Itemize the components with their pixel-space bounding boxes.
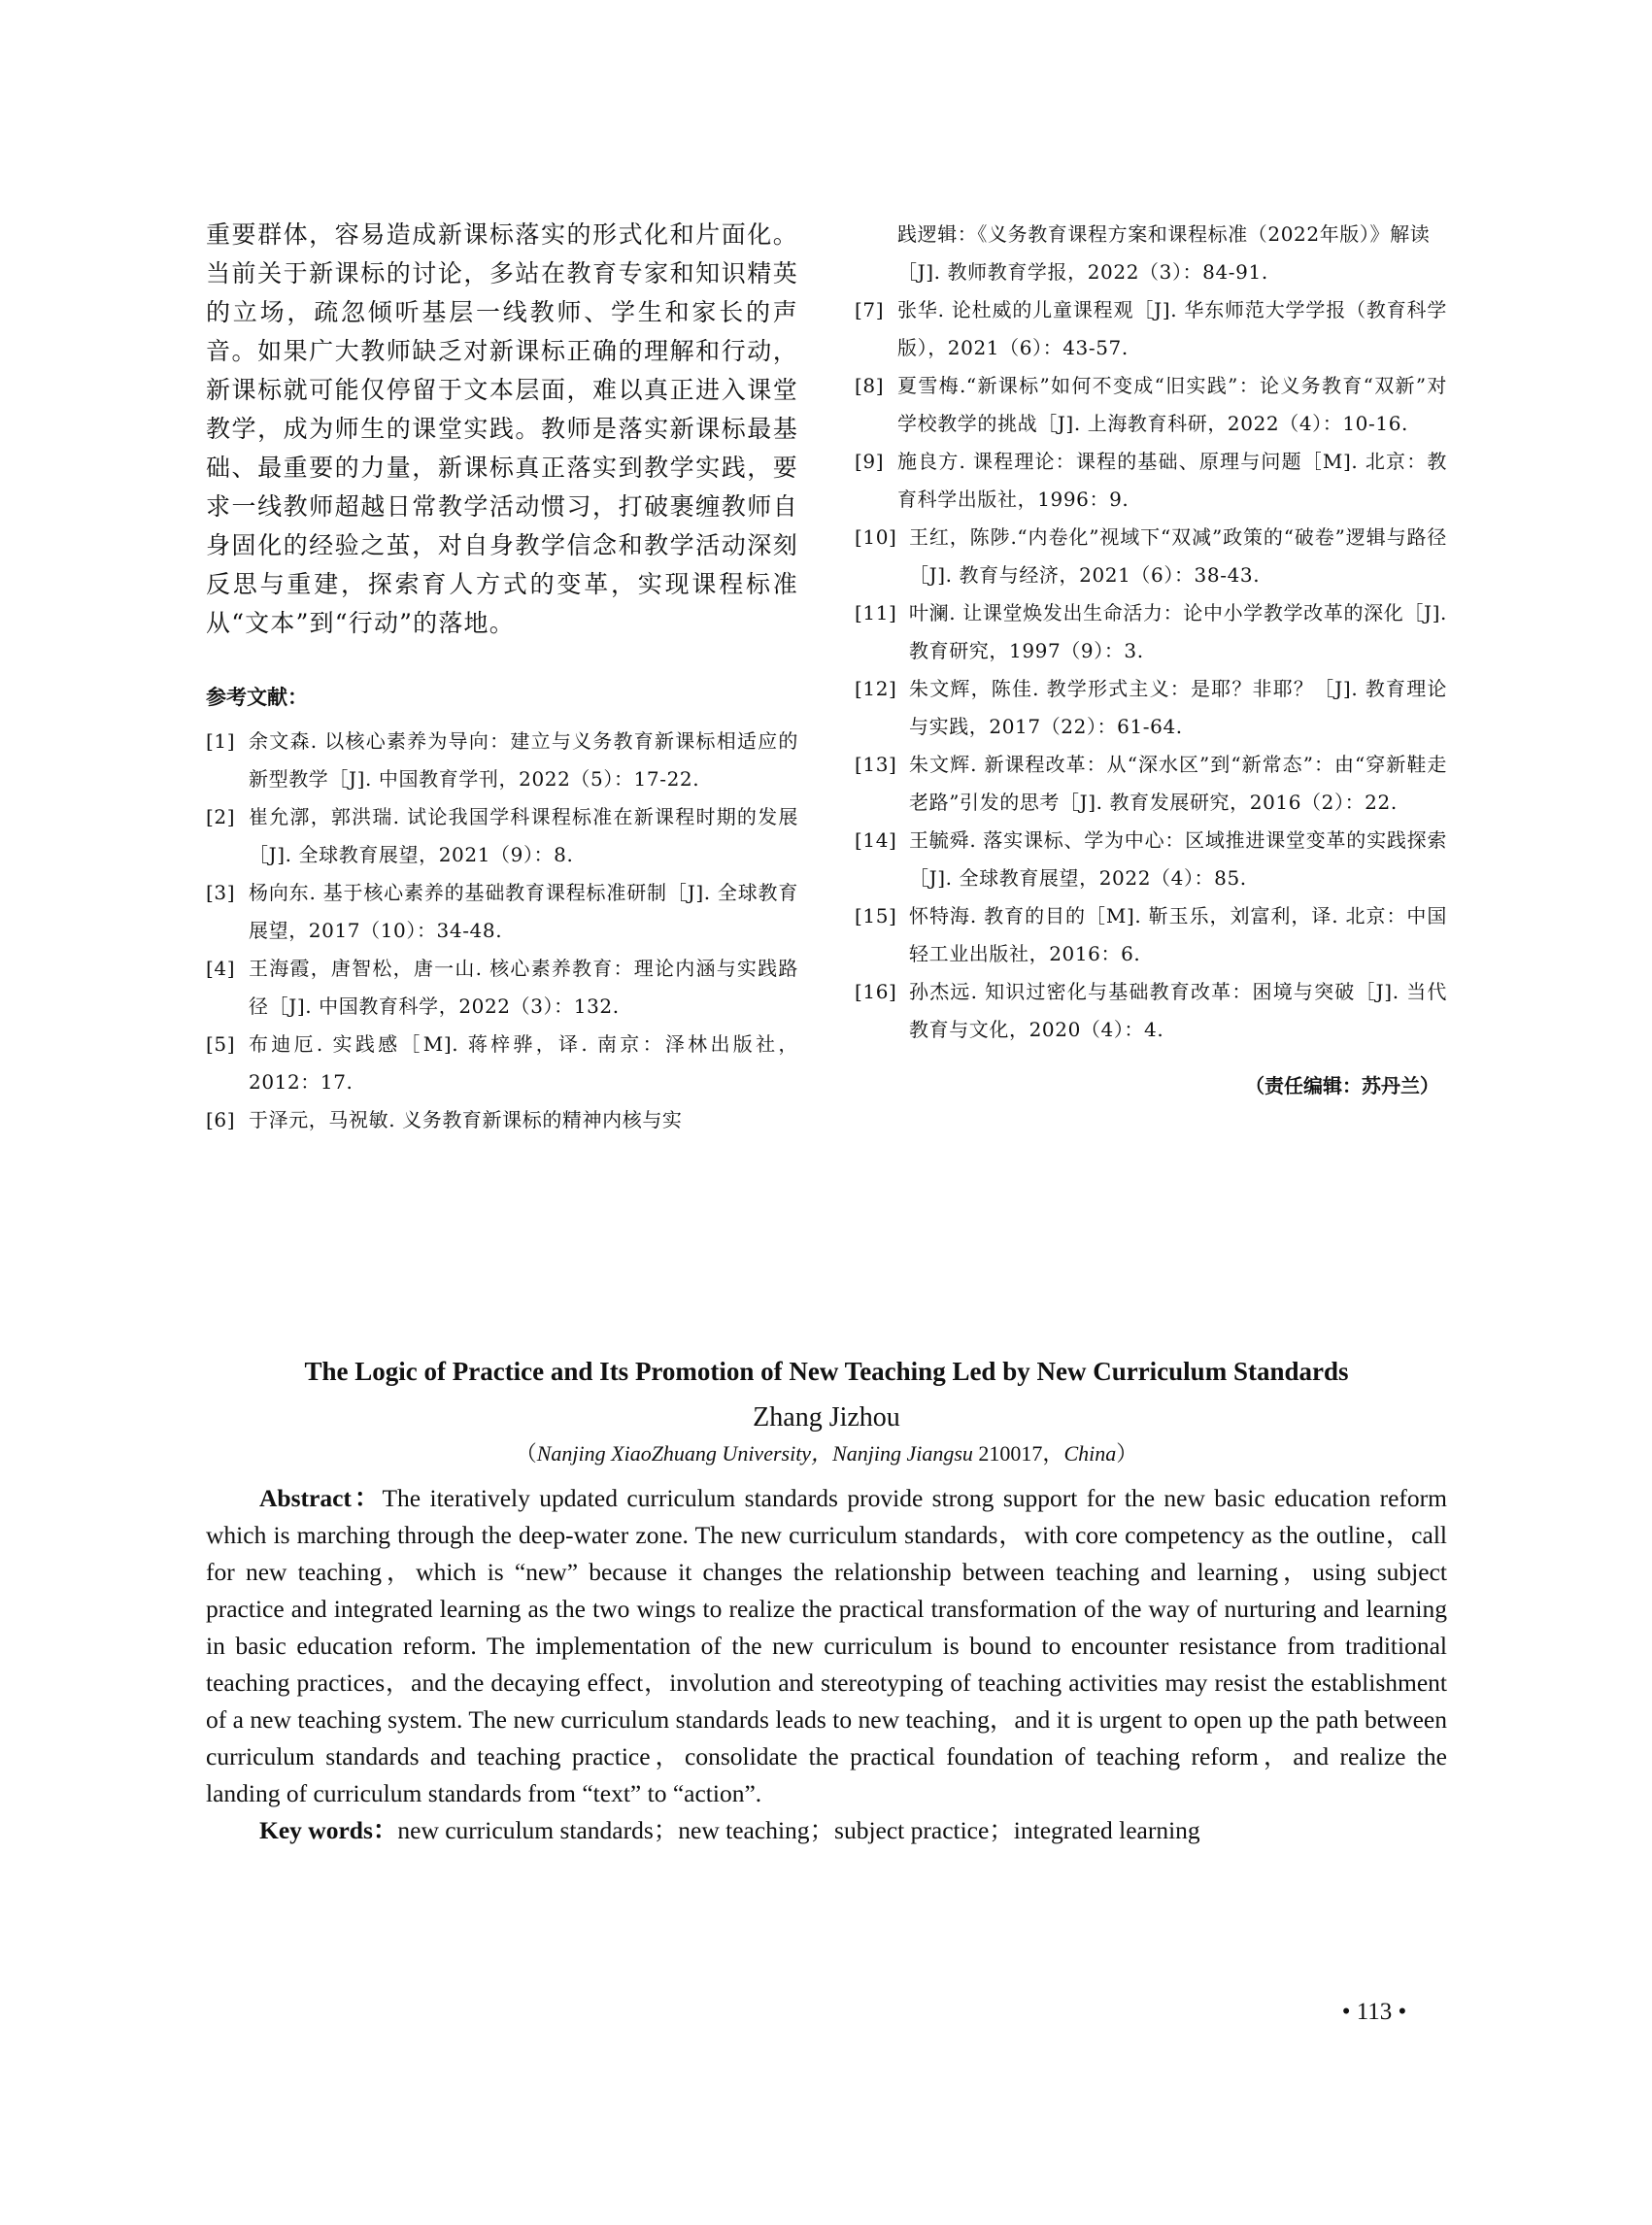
english-abstract-section bbox=[206, 1354, 1447, 1849]
english-title: The Logic of Practice and Its Promotion of New Teaching Led by New Curriculum Standards bbox=[304, 1357, 1349, 1386]
reference-item bbox=[206, 1101, 798, 1139]
affiliation-country: China bbox=[1063, 1441, 1117, 1466]
abstract-paragraph bbox=[206, 1480, 1447, 1812]
reference-item bbox=[855, 367, 1447, 443]
keywords-label: Key words： bbox=[259, 1816, 398, 1844]
abstract-text: The iteratively updated curriculum standards provide strong support for the new basic education reform which is marching through the deep-water zone. The new curriculum standards，with core competency as the outline，call for new teaching，which is “new” because it changes the relationship between teaching and learning，using subject practice and integrated learning as the two wings to realize the practical transformation of the way of nurturing and learning in basic education reform. The implementation of the new curriculum is bound to encounter resistance from traditional teaching practices，and the decaying effect，involution and stereotyping of teaching activities may resist the establishment of a new teaching system. The new curriculum standards leads to new teaching，and it is urgent to open up the path between curriculum standards and teaching practice，consolidate the practical foundation of teaching reform，and realize the landing of curriculum standards from “text” to “action”. bbox=[206, 1484, 1447, 1807]
reference-text: 怀特海. 教育的目的［M]. 靳玉乐，刘富利，译. 北京：中国轻工业出版社，2016：6. bbox=[909, 904, 1447, 965]
reference-item bbox=[855, 746, 1447, 822]
reference-continuation: 践逻辑：《义务教育课程方案和课程标准（2022年版）》解读［J]. 教师教育学报，2022（3）：84-91. bbox=[897, 222, 1431, 284]
keywords-line bbox=[206, 1812, 1447, 1849]
reference-text: 杨向东. 基于核心素养的基础教育课程标准研制［J]. 全球教育展望，2017（10）：34-48. bbox=[249, 881, 798, 942]
reference-item bbox=[206, 798, 798, 874]
editor-note: （责任编辑：苏丹兰） bbox=[1245, 1074, 1439, 1097]
affiliation-close: ） bbox=[1116, 1441, 1138, 1466]
reference-number: [13] bbox=[855, 753, 897, 776]
reference-number: [8] bbox=[855, 374, 885, 397]
reference-number: [7] bbox=[855, 298, 885, 321]
reference-text: 施良方. 课程理论：课程的基础、原理与问题［M]. 北京：教育科学出版社，1996：9. bbox=[897, 450, 1447, 511]
reference-item bbox=[855, 822, 1447, 897]
author-name: Zhang Jizhou bbox=[753, 1402, 900, 1433]
right-column bbox=[855, 216, 1447, 1101]
reference-text: 叶澜. 让课堂焕发出生命活力：论中小学教学改革的深化［J]. 教育研究，1997（9）：3. bbox=[909, 601, 1447, 662]
reference-text: 崔允漷，郭洪瑞. 试论我国学科课程标准在新课程时期的发展［J]. 全球教育展望，2021（9）：8. bbox=[249, 805, 798, 866]
reference-number: [3] bbox=[206, 881, 236, 904]
reference-number: [12] bbox=[855, 677, 897, 700]
keywords-text: new curriculum standards；new teaching；subject practice；integrated learning bbox=[397, 1816, 1200, 1844]
reference-item bbox=[206, 1026, 798, 1101]
reference-item bbox=[855, 670, 1447, 746]
reference-number: [4] bbox=[206, 957, 236, 980]
reference-item bbox=[206, 723, 798, 798]
references-heading: 参考文献： bbox=[206, 686, 308, 709]
reference-number: [14] bbox=[855, 828, 897, 852]
reference-item bbox=[206, 950, 798, 1026]
reference-text: 朱文辉，陈佳. 教学形式主义：是耶？非耶？［J]. 教育理论与实践，2017（22）：61-64. bbox=[909, 677, 1447, 738]
reference-number: [16] bbox=[855, 980, 897, 1003]
reference-text: 王毓舜. 落实课标、学为中心：区域推进课堂变革的实践探索［J]. 全球教育展望，2022（4）：85. bbox=[909, 828, 1447, 890]
reference-item bbox=[855, 519, 1447, 594]
reference-item bbox=[855, 291, 1447, 367]
affiliation-institution: Nanjing XiaoZhuang University，Nanjing Jiangsu bbox=[536, 1441, 973, 1466]
reference-number: [1] bbox=[206, 729, 236, 753]
reference-item bbox=[206, 874, 798, 950]
reference-number: [9] bbox=[855, 450, 885, 473]
left-column bbox=[206, 216, 798, 1139]
reference-item bbox=[855, 594, 1447, 670]
affiliation-open: （ bbox=[515, 1441, 537, 1466]
body-paragraph: 重要群体，容易造成新课标落实的形式化和片面化。当前关于新课标的讨论，多站在教育专家和知识精英的立场，疏忽倾听基层一线教师、学生和家长的声音。如果广大教师缺乏对新课标正确的理解和行动，新课标就可能仅停留于文本层面，难以真正进入课堂教学，成为师生的课堂实践。教师是落实新课标最基础、最重要的力量，新课标真正落实到教学实践，要求一线教师超越日常教学活动惯习，打破裹缠教师自身固化的经验之茧，对自身教学信念和教学活动深刻反思与重建，探索育人方式的变革，实现课程标准从“文本”到“行动”的落地。 bbox=[206, 220, 798, 637]
page-number: • 113 • bbox=[1341, 1999, 1407, 2025]
reference-text: 王海霞，唐智松，唐一山. 核心素养教育：理论内涵与实践路径［J]. 中国教育科学，2022（3）：132. bbox=[249, 957, 798, 1018]
reference-number: [11] bbox=[855, 601, 897, 624]
reference-number: [10] bbox=[855, 525, 897, 549]
reference-text: 余文森. 以核心素养为导向：建立与义务教育新课标相适应的新型教学［J]. 中国教育学刊，2022（5）：17-22. bbox=[249, 729, 798, 791]
reference-item bbox=[855, 443, 1447, 519]
author-affiliation bbox=[206, 1439, 1447, 1468]
reference-text: 夏雪梅.“新课标”如何不变成“旧实践”：论义务教育“双新”对学校教学的挑战［J]. 上海教育科研，2022（4）：10-16. bbox=[897, 374, 1447, 435]
reference-text: 张华. 论杜威的儿童课程观［J]. 华东师范大学学报（教育科学版），2021（6）：43-57. bbox=[897, 298, 1447, 359]
reference-number: [5] bbox=[206, 1032, 236, 1056]
abstract-label: Abstract： bbox=[259, 1484, 383, 1512]
reference-text: 布迪厄. 实践感［M]. 蒋梓骅，译. 南京：泽林出版社，2012：17. bbox=[249, 1032, 798, 1094]
reference-text: 朱文辉. 新课程改革：从“深水区”到“新常态”：由“穿新鞋走老路”引发的思考［J]. 教育发展研究，2016（2）：22. bbox=[909, 753, 1447, 814]
reference-text: 孙杰远. 知识过密化与基础教育改革：困境与突破［J]. 当代教育与文化，2020（4）：4. bbox=[909, 980, 1447, 1041]
reference-number: [2] bbox=[206, 805, 236, 828]
reference-text: 王红，陈陟.“内卷化”视域下“双减”政策的“破卷”逻辑与路径［J]. 教育与经济，2021（6）：38-43. bbox=[909, 525, 1447, 587]
affiliation-postcode: 210017， bbox=[972, 1441, 1064, 1466]
reference-number: [15] bbox=[855, 904, 897, 927]
reference-text: 于泽元，马祝敏. 义务教育新课标的精神内核与实 bbox=[249, 1108, 683, 1131]
reference-list-right bbox=[855, 291, 1447, 1049]
reference-item bbox=[855, 973, 1447, 1049]
reference-item bbox=[855, 897, 1447, 973]
reference-list-left bbox=[206, 723, 798, 1139]
reference-number: [6] bbox=[206, 1108, 236, 1131]
